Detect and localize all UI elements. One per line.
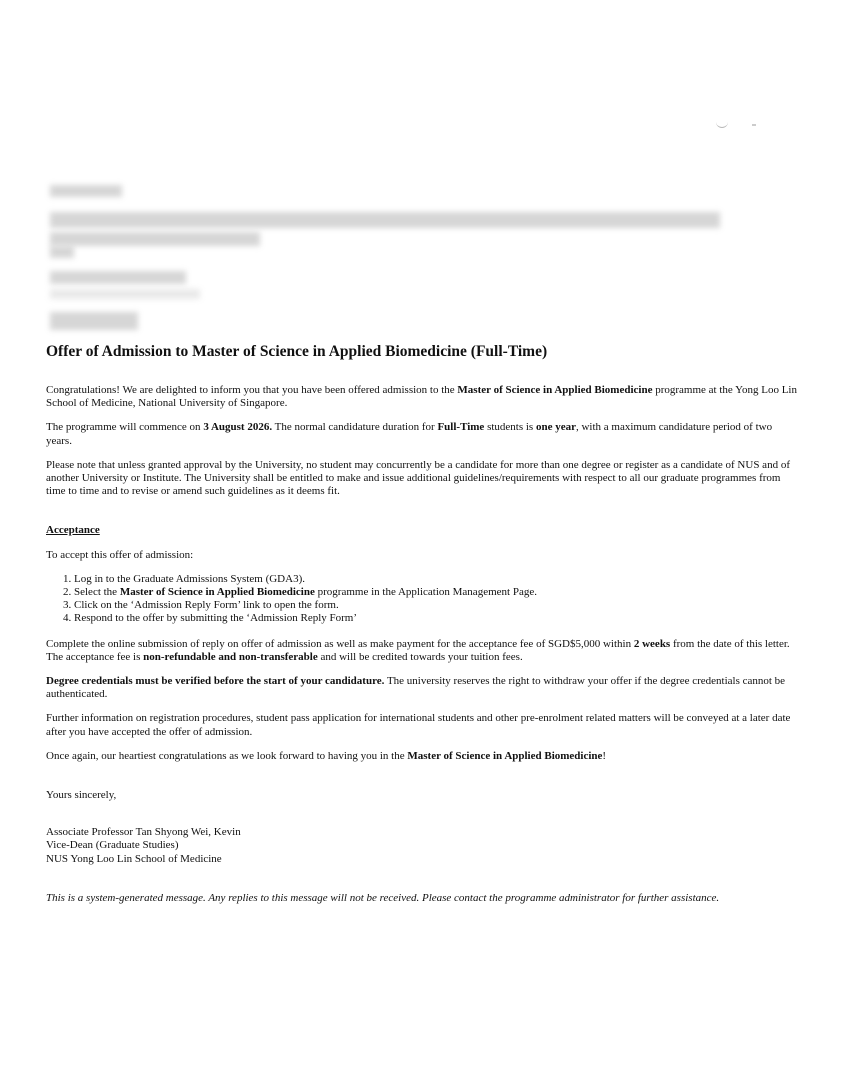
congratulations-paragraph: Congratulations! We are delighted to inform you that you have been offered admission to the Master of Science in Applied Biomedicine programme at the Yong Loo Lin School of Medicine, National University of Singapore. (46, 384, 797, 410)
further-information-paragraph: Further information on registration procedures, student pass application for international students and other pre-enrolment related matters will be conveyed at a later date after you have accepted the offer of admission. (46, 712, 791, 738)
redacted-text (50, 289, 200, 299)
scan-mark (752, 124, 756, 126)
closing-congratulations-paragraph: Once again, our heartiest congratulations as we look forward to having you in the Master of Science in Applied Biomedicine! (46, 749, 607, 762)
commencement-paragraph: The programme will commence on 3 August 2026. The normal candidature duration for Full-Time students is one year, with a maximum candidature period of two years. (46, 421, 773, 447)
redacted-text (50, 212, 720, 228)
signature-block (46, 826, 798, 866)
redacted-text (50, 312, 138, 330)
signatory-organisation: NUS Yong Loo Lin School of Medicine (46, 852, 222, 865)
redacted-text (50, 246, 74, 258)
system-message-footer: This is a system-generated message. Any replies to this message will not be received. Please contact the programme administrator for further assistance. (46, 891, 720, 904)
acceptance-step: 2. Select the Master of Science in Applied Biomedicine programme in the Application Management Page. (74, 586, 798, 599)
redacted-text (50, 271, 186, 284)
acceptance-step: 3. Click on the ‘Admission Reply Form’ link to open the form. (74, 599, 798, 612)
concurrent-candidature-paragraph: Please note that unless granted approval by the University, no student may concurrently be a candidate for more than one degree or register as a candidate of NUS and of another University or Institute. The University shall be entitled to make and issue additional guidelines/requirements with respect to all our graduate programmes from time to time and to revise or amend such guidelines as it deems fit. (46, 458, 790, 498)
acceptance-step: 4. Respond to the offer by submitting the ‘Admission Reply Form’ (74, 612, 798, 625)
acceptance-fee-paragraph: Complete the online submission of reply on offer of admission as well as make payment for the acceptance fee of SGD$5,000 within 2 weeks from the date of this letter. The acceptance fee is non-refundable and non-transferable and will be credited towards your tuition fees. (46, 637, 790, 663)
signatory-role: Vice-Dean (Graduate Studies) (46, 839, 179, 852)
acceptance-step: 1. Log in to the Graduate Admissions System (GDA3). (74, 573, 798, 586)
credentials-paragraph: Degree credentials must be verified before the start of your candidature. The university reserves the right to withdraw your offer if the degree credentials cannot be authenticated. (46, 675, 786, 701)
acceptance-heading: Acceptance (46, 524, 100, 537)
acceptance-steps (46, 573, 798, 626)
acceptance-intro: To accept this offer of admission: (46, 548, 194, 561)
letter-body (46, 342, 798, 916)
signatory-name: Associate Professor Tan Shyong Wei, Kevin (46, 826, 241, 839)
scan-mark (716, 121, 728, 128)
closing-salutation: Yours sincerely, (46, 789, 117, 802)
redacted-text (50, 232, 260, 246)
redacted-text (50, 185, 122, 197)
letter-title: Offer of Admission to Master of Science in Applied Biomedicine (Full-Time) (46, 343, 548, 360)
